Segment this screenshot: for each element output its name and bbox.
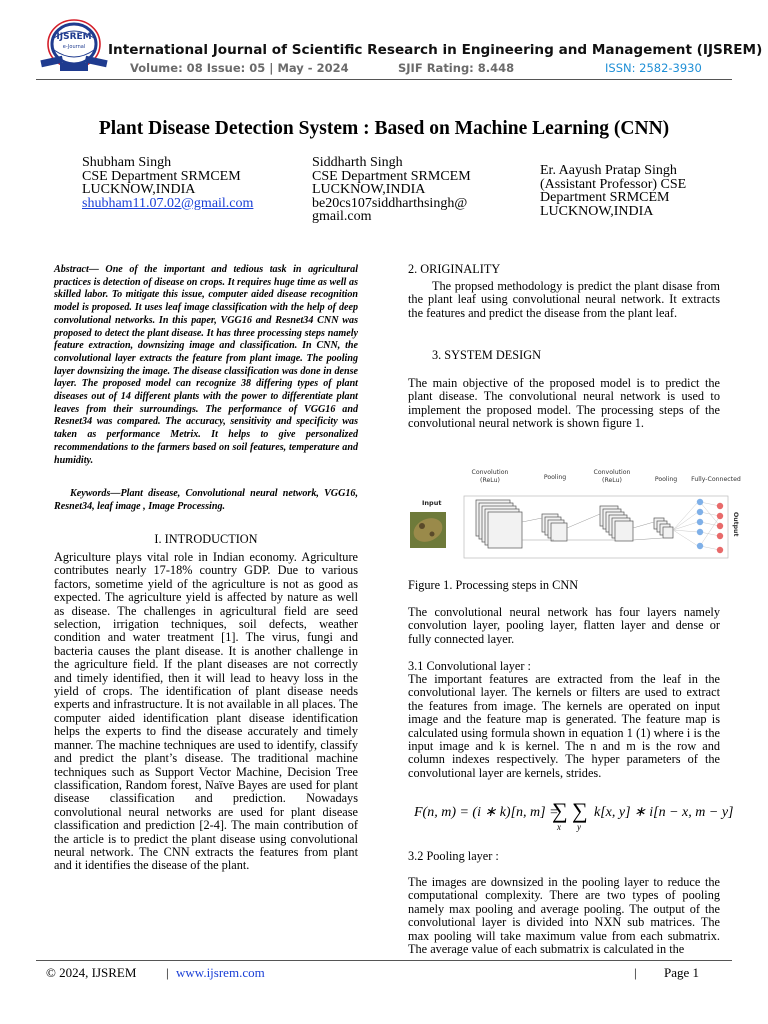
pooling-layer-heading: 3.2 Pooling layer : <box>408 849 499 863</box>
pool2-label: Pooling <box>654 476 678 483</box>
conv1-feature-maps <box>476 500 522 548</box>
journal-title: International Journal of Scientific Research in Engineering and Management (IJSREM) <box>108 42 763 58</box>
author-email-line1: be20cs107siddharthsingh@ <box>312 195 468 211</box>
conv-layer-body: The important features are extracted from the leaf in the convolutional layer. The kernels or filters are used to extract the features from image. The kernels are operated on input image and the feature map is generated. The feature map is calculated using formula shown in equation 1 (1) where i is the input image and k is kernel. The n and m is the row and column indexes respectively. The hyper parameters of the convolutional layer are kernels, strides. <box>408 672 720 780</box>
author-dept: CSE Department SRMCEM <box>312 168 471 184</box>
sum-index-y: y <box>577 822 581 832</box>
pool1-feature-maps <box>542 514 567 541</box>
conv-layer-heading: 3.1 Convolutional layer : <box>408 659 531 673</box>
paper-title: Plant Disease Detection System : Based on Machine Learning (CNN) <box>98 118 670 139</box>
sum-symbol-y: ∑ <box>572 798 588 823</box>
originality-body: The propsed methodology is predict the plant disase from the plant leaf using convolutional neural network. It extracts the features and predict the disease from the plant leaf. <box>408 279 720 320</box>
conv1-sublabel: (ReLu) <box>480 477 500 484</box>
equation-rhs: k[x, y] ∗ i[n − x, m − y] <box>594 805 734 820</box>
author-role-line2: Department SRMCEM <box>540 190 670 205</box>
author-location: LUCKNOW,INDIA <box>312 182 426 197</box>
conv2-sublabel: (ReLu) <box>602 477 622 484</box>
author-location: LUCKNOW,INDIA <box>82 182 196 197</box>
footer-divider <box>36 960 732 961</box>
journal-volume: Volume: 08 Issue: 05 | May - 2024 <box>130 61 349 75</box>
conv2-label: Convolution <box>593 469 631 476</box>
journal-logo <box>40 14 108 78</box>
output-label: Output <box>732 512 739 537</box>
footer-separator-right: | <box>634 965 637 980</box>
footer-url-link[interactable]: www.ijsrem.com <box>176 965 265 980</box>
system-design-heading: 3. SYSTEM DESIGN <box>432 348 541 362</box>
header-divider <box>36 79 732 80</box>
footer-page-number: Page 1 <box>664 965 700 980</box>
author-name: Shubham Singh <box>82 155 172 170</box>
sum-index-x: x <box>557 822 561 832</box>
pool1-label: Pooling <box>543 474 567 481</box>
author-1 <box>82 156 253 210</box>
input-label: Input <box>422 499 442 507</box>
author-email-link[interactable]: shubham11.07.02@gmail.com <box>82 195 254 211</box>
logo-text: IJSREM <box>56 32 92 42</box>
system-design-body: The main objective of the proposed model is to predict the plant disease. The convolutional neural network is used to implement the proposed model. The processing steps of the convolutional neural network is shown figure 1. <box>408 376 720 431</box>
logo-subtext: e-Journal <box>62 44 86 50</box>
footer-copyright: © 2024, IJSREM <box>46 965 137 980</box>
originality-heading: 2. ORIGINALITY <box>408 262 501 276</box>
intro-body: Agriculture plays vital role in Indian economy. Agriculture contributes nearly 17-18% country GDP. Due to various factors, sometime yield of the agriculture is not as good as expected. The agriculture yield is affected by nature as well as disease. The challenges in agricultural field are seed selection, irrigation techniques, soil defects, weather condition and water treatment [1]. The virus, fungi and bacteria causes the plant disease. It is another challenge in the agriculture field. If the plant diseases are not correctly and timely identified, then it will lead to heavy loss in the yield of crops. The identification of plant disease needs experts and infrastructure. It is not available in all places. The computer aided identification plant disease identification helps the experts to find the disease accurately and timely manner. The machine techniques are used to identify, classify and predict the plant’s disease. The traditional machine techniques such as Support Vector Machine, Decision Tree classification, Random forest, Naïve Bayes are used for plant disease classification and prediction. Nowadays convolutional neural networks are used for plant disease classification and prediction [2-4]. The main contribution of the article is to predict the plant disease using convolutional neural network. The CNN extracts the features from plant and it identifies the disease of the plant. <box>54 550 358 873</box>
conv1-label: Convolution <box>471 469 509 476</box>
pool2-feature-maps <box>654 518 673 538</box>
conv2-feature-maps <box>600 506 633 541</box>
fully-connected-layer <box>673 499 723 553</box>
author-name: Siddharth Singh <box>312 155 403 170</box>
author-role-line1: (Assistant Professor) CSE <box>540 176 687 192</box>
cnn-diagram <box>408 462 746 570</box>
fc-label: Fully-Connected <box>691 476 741 483</box>
abstract: Abstract— One of the important and tedious task in agricultural practices is detection of disease on crops. It requires huge time as well as skilled labor. To mitigate this issue, computer aided disease recognition model is proposed. It uses leaf image classification with the help of deep convolutional networks. In this paper, VGG16 and Resnet34 CNN was proposed to detect the plant disease. It has three processing steps namely feature extraction, downsizing image and classification. In CNN, the convolutional layer extracts the feature from plant image. The pooling layer downsizing the image. The disease classification was done in dense layer. The proposed model can recognize 38 differing types of plant diseases out of 14 different plants with the power to differentiate plant leaves from their surroundings. The performance of VGG16 and Resnet34 was compared. The accuracy, sensitivity and specificity was taken as performance Metrix. It helps to give personalized recommendations to the farmers based on soil features, temperature and humidity. <box>54 264 358 466</box>
journal-sjif: SJIF Rating: 8.448 <box>398 61 515 75</box>
cnn-layers-body: The convolutional neural network has four layers namely convolution layer, pooling layer, flatten layer and dense or fully connected layer. <box>408 605 720 646</box>
pooling-layer-body: The images are downsized in the pooling layer to reduce the computational complexity. There are two types of pooling namely max pooling and average pooling. The output of the convolutional layer is divided into NXN sub matrices. The max pooling will take maximum value from each submatrix. The average value of each submatrix is calculated in the <box>408 875 720 957</box>
author-3 <box>540 164 686 218</box>
author-dept: CSE Department SRMCEM <box>82 168 241 184</box>
author-location: LUCKNOW,INDIA <box>540 203 654 219</box>
intro-heading: I. INTRODUCTION <box>154 532 258 546</box>
author-name: Er. Aayush Pratap Singh <box>540 163 677 178</box>
journal-issn: ISSN: 2582-3930 <box>605 61 702 75</box>
keywords: Keywords—Plant disease, Convolutional neural network, VGG16, Resnet34, leaf image , Image Processing. <box>54 488 358 512</box>
footer-separator-left: | <box>166 965 169 980</box>
equation-lhs: F(n, m) = (i ∗ k)[n, m] = <box>414 805 559 820</box>
sum-symbol-x: ∑ <box>552 798 568 823</box>
figure-caption: Figure 1. Processing steps in CNN <box>408 578 579 592</box>
convolution-equation <box>414 798 734 834</box>
author-2 <box>312 156 471 224</box>
author-email-line2: gmail.com <box>312 209 372 224</box>
